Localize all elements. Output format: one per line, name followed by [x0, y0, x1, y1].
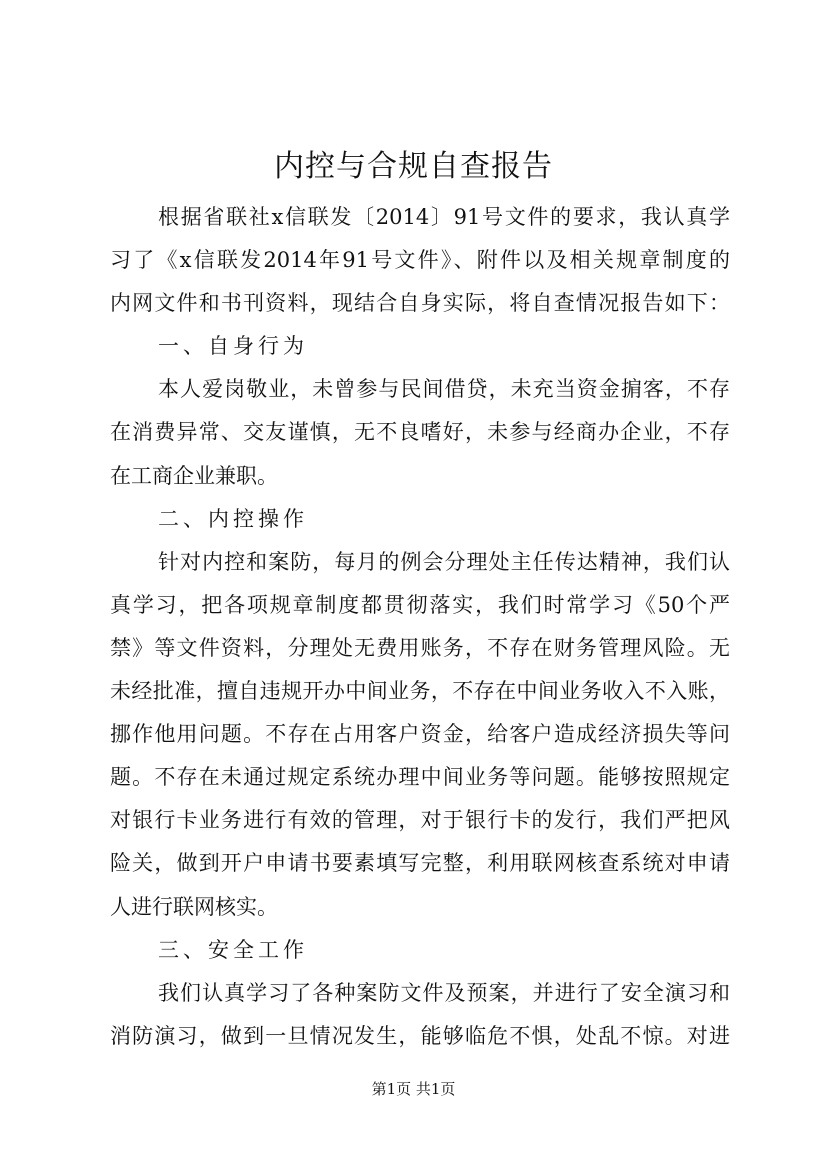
- paragraph-line: 针对内控和案防，每月的例会分理处主任传达精神，我们认: [158, 549, 730, 574]
- document-title: 内控与合规自查报告: [274, 149, 553, 184]
- document-body: [110, 196, 730, 1058]
- paragraph-line: 未经批准，擅自违规开办中间业务，不存在中间业务收入不入账，: [110, 679, 730, 704]
- paragraph-line: 险关，做到开户申请书要素填写完整，利用联网核查系统对申请: [110, 851, 730, 876]
- paragraph-line: 内网文件和书刊资料，现结合自身实际，将自查情况报告如下：: [110, 291, 730, 316]
- paragraph-line: 挪作他用问题。不存在占用客户资金，给客户造成经济损失等问: [110, 722, 730, 747]
- section-heading: 二、内控操作: [158, 506, 308, 531]
- paragraph-line: 在消费异常、交友谨慎，无不良嗜好，未参与经商办企业，不存: [110, 420, 730, 445]
- page-footer: 第1页 共1页: [371, 1080, 456, 1098]
- paragraph-line: 禁》等文件资料，分理处无费用账务，不存在财务管理风险。无: [110, 635, 730, 660]
- paragraph-line: 真学习，把各项规章制度都贯彻落实，我们时常学习《50个严: [110, 592, 730, 617]
- paragraph-line: 习了《x信联发2014年91号文件》、附件以及相关规章制度的: [110, 248, 730, 273]
- section-heading: 一、自身行为: [158, 334, 308, 359]
- paragraph-line: 消防演习，做到一旦情况发生，能够临危不惧，处乱不惊。对进: [110, 1023, 730, 1048]
- paragraph-line: 对银行卡业务进行有效的管理，对于银行卡的发行，我们严把风: [110, 808, 730, 833]
- paragraph-line: 人进行联网核实。: [110, 894, 278, 919]
- section-heading: 三、安全工作: [158, 937, 308, 962]
- paragraph-line: 根据省联社x信联发〔2014〕91号文件的要求，我认真学: [158, 205, 730, 229]
- paragraph-line: 本人爱岗敬业，未曾参与民间借贷，未充当资金掮客，不存: [158, 377, 730, 402]
- paragraph-line: 我们认真学习了各种案防文件及预案，并进行了安全演习和: [158, 980, 730, 1005]
- paragraph-line: 在工商企业兼职。: [110, 463, 278, 488]
- paragraph-line: 题。不存在未通过规定系统办理中间业务等问题。能够按照规定: [110, 765, 730, 790]
